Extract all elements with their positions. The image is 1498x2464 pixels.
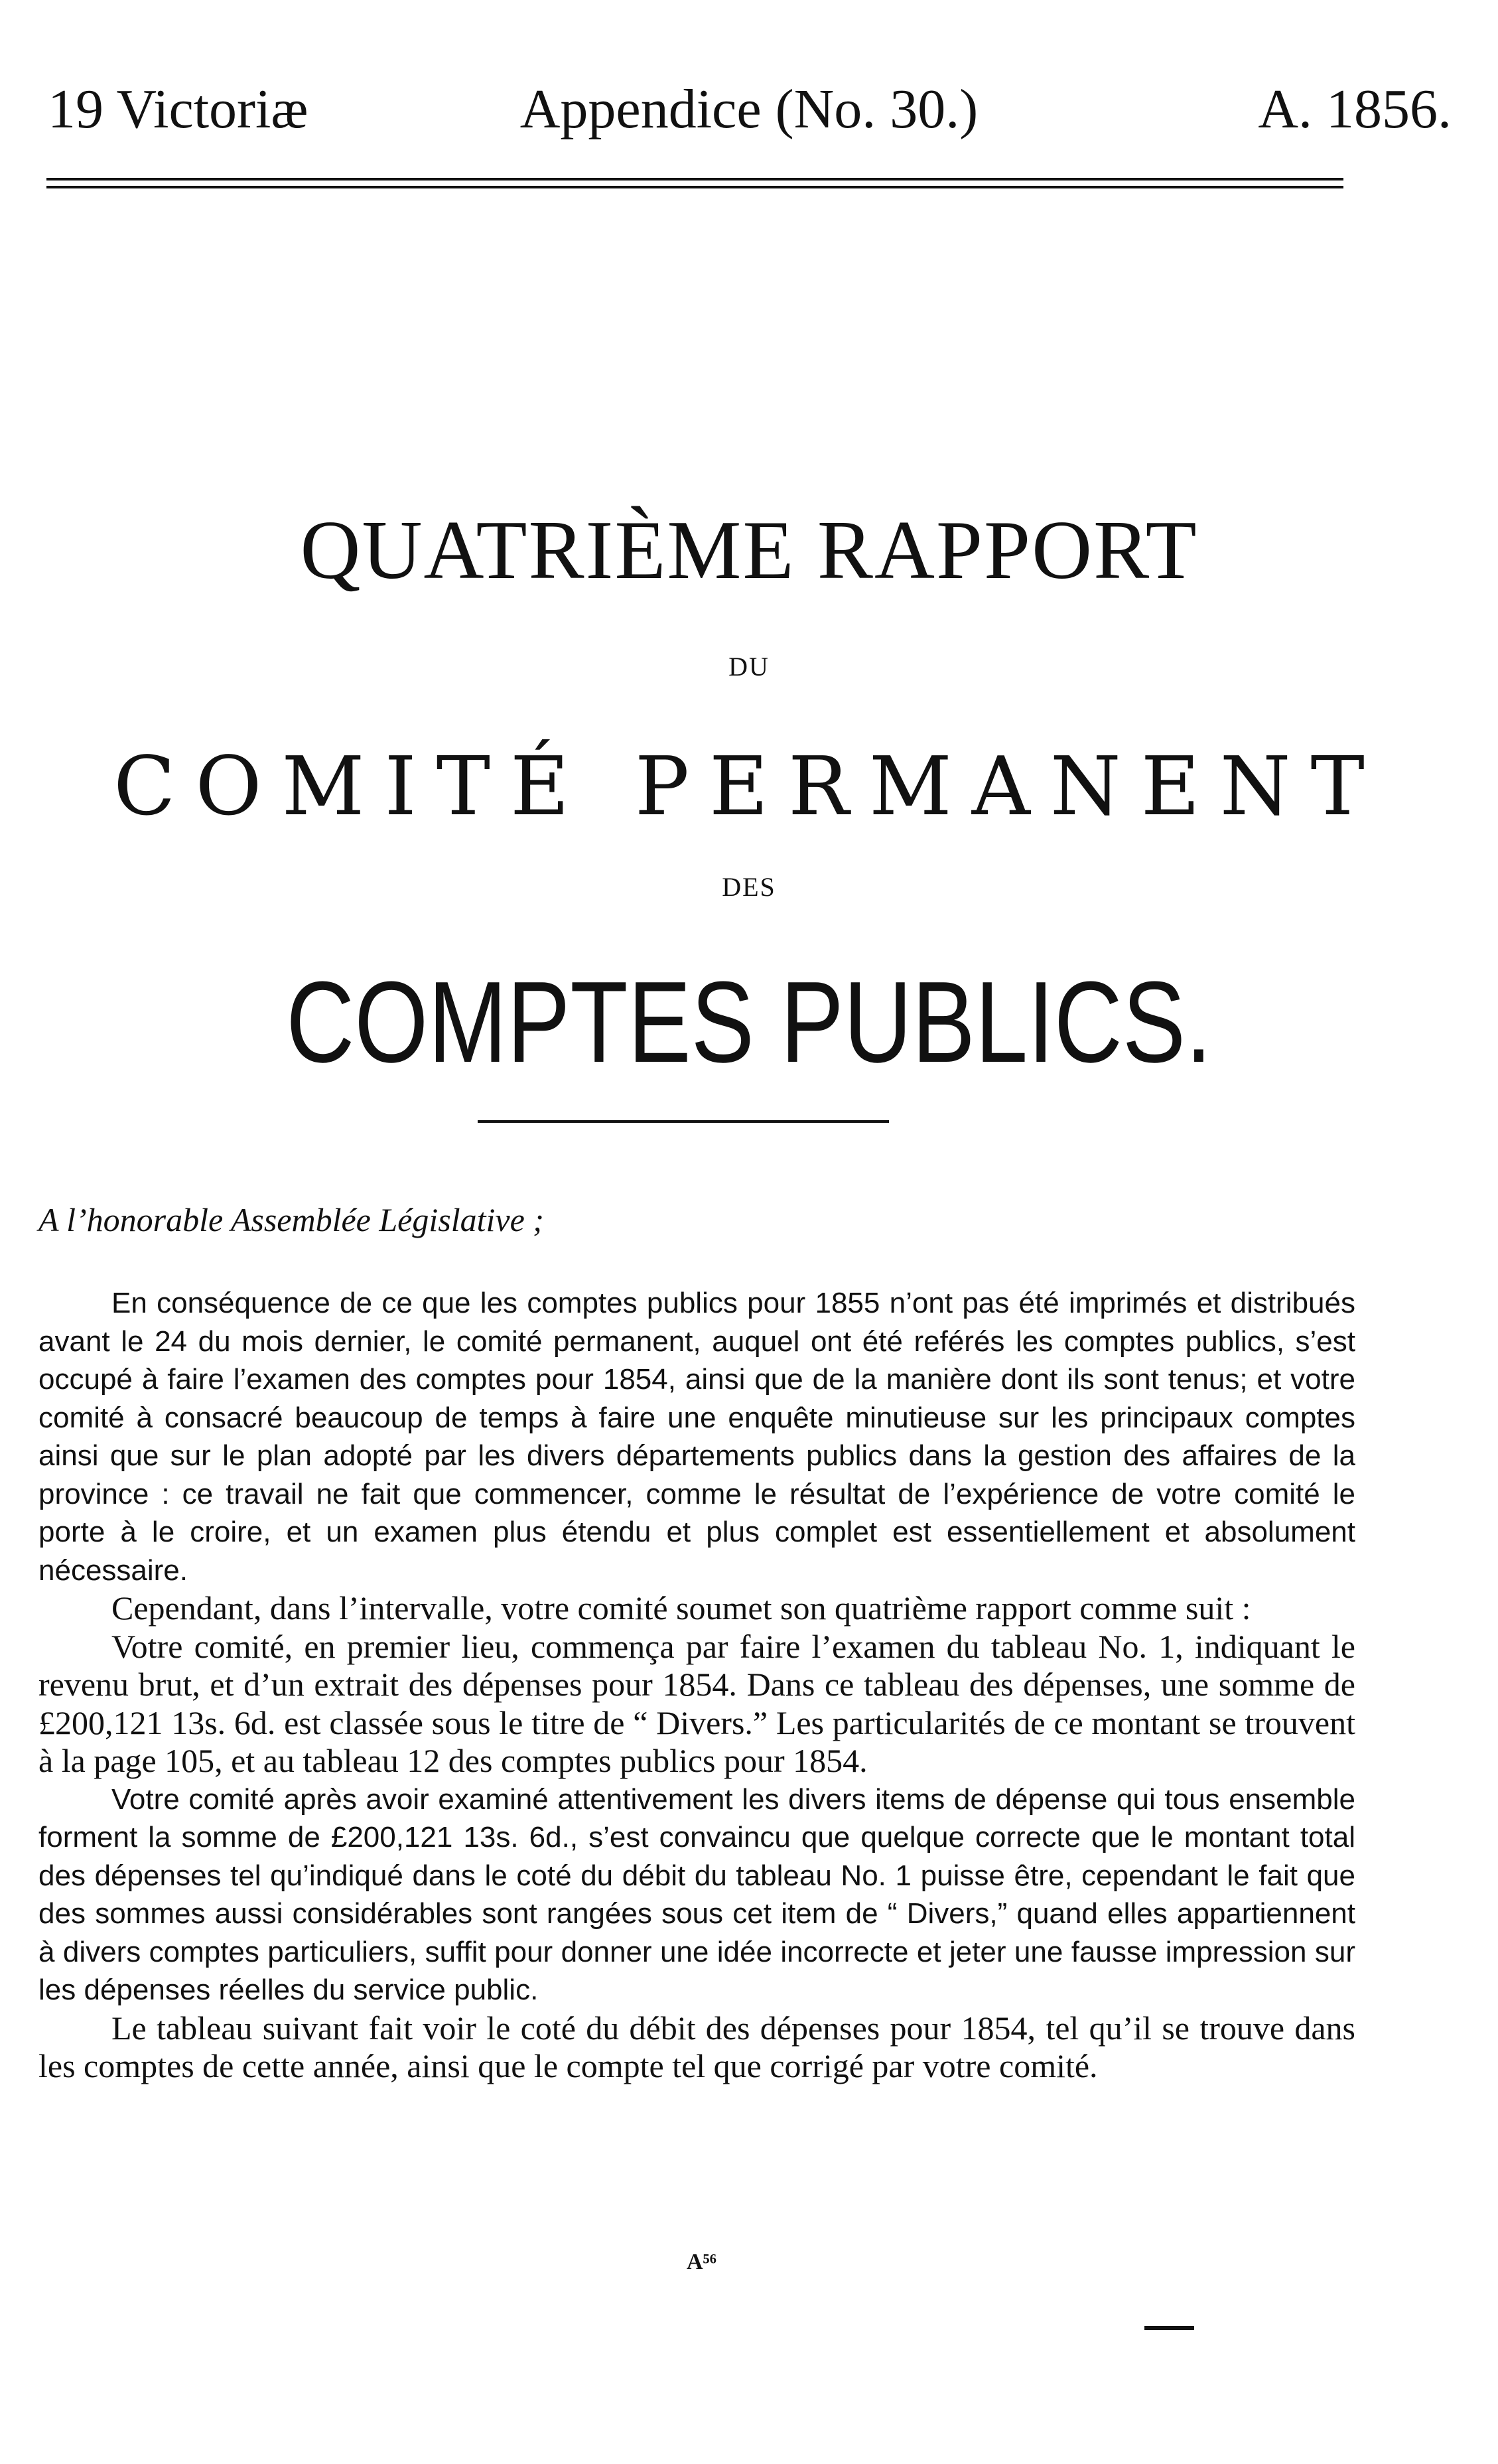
header-year: A. 1856.	[1258, 78, 1452, 140]
report-title-line-1: QUATRIÈME RAPPORT	[300, 504, 1198, 597]
header-regnal-year: 19 Victoriæ	[48, 78, 308, 140]
header-double-rule	[46, 178, 1343, 188]
report-body	[38, 1284, 1355, 2086]
paragraph-3: Votre comité, en premier lieu, commença par faire l’examen du tableau No. 1, indiquant le revenu brut, et d’un extrait des dépenses pour 1854. Dans ce tableau des dépenses, une somme de £200,121 13s. 6d. est classée sous le titre de “ Divers.” Les particularités de ce montant se trouvent à la page 105, et au tableau 12 des comptes publics pour 1854.	[38, 1627, 1355, 1779]
paragraph-4: Votre comité après avoir examiné attentivement les divers items de dépense qui tous ensemble forment la somme de £200,121 13s. 6d., s’est convaincu que quelque correcte que le montant total des dépenses tel qu’indiqué dans le coté du débit du tableau No. 1 puisse être, cependant le fait que des sommes aussi considérables sont rangées sous cet item de “ Divers,” quand elles appartiennent à divers comptes particuliers, suffit pour donner une idée incorrecte et jeter une fausse impression sur les dépenses réelles du service public.	[38, 1782, 1355, 2006]
running-header	[40, 73, 1458, 146]
report-title-du: DU	[728, 652, 770, 682]
report-title-des: DES	[722, 872, 776, 902]
catchword-dash	[1144, 2326, 1194, 2330]
report-title-line-3: COMPTES PUBLICS.	[286, 957, 1212, 1086]
title-separator-rule	[478, 1120, 889, 1123]
report-title-line-2: COMITÉ PERMANENT	[113, 739, 1385, 833]
printer-signature-mark: A⁵⁶	[687, 2250, 716, 2274]
header-appendix-number: Appendice (No. 30.)	[519, 78, 979, 140]
paragraph-2: Cependant, dans l’intervalle, votre comité soumet son quatrième rapport comme suit :	[111, 1589, 1251, 1627]
salutation: A l’honorable Assemblée Législative ;	[38, 1201, 544, 1238]
paragraph-5: Le tableau suivant fait voir le coté du débit des dépenses pour 1854, tel qu’il se trouve dans les comptes de cette année, ainsi que le compte tel que corrigé par votre comité.	[38, 2009, 1355, 2084]
paragraph-1: En conséquence de ce que les comptes publics pour 1855 n’ont pas été imprimés et distribués avant le 24 du mois dernier, le comité permanent, auquel ont été reférés les comptes publics, s’est occupé à faire l’examen des comptes pour 1854, ainsi que de la manière dont ils sont tenus; et votre comité à consacré beaucoup de temps à faire une enquête minutieuse sur les principaux comptes ainsi que sur le plan adopté par les divers départements publics dans la gestion des affaires de la province : ce travail ne fait que commencer, comme le résultat de l’expérience de votre comité le porte à le croire, et un examen plus étendu et plus complet est essentiellement et absolument nécessaire.	[38, 1287, 1355, 1587]
